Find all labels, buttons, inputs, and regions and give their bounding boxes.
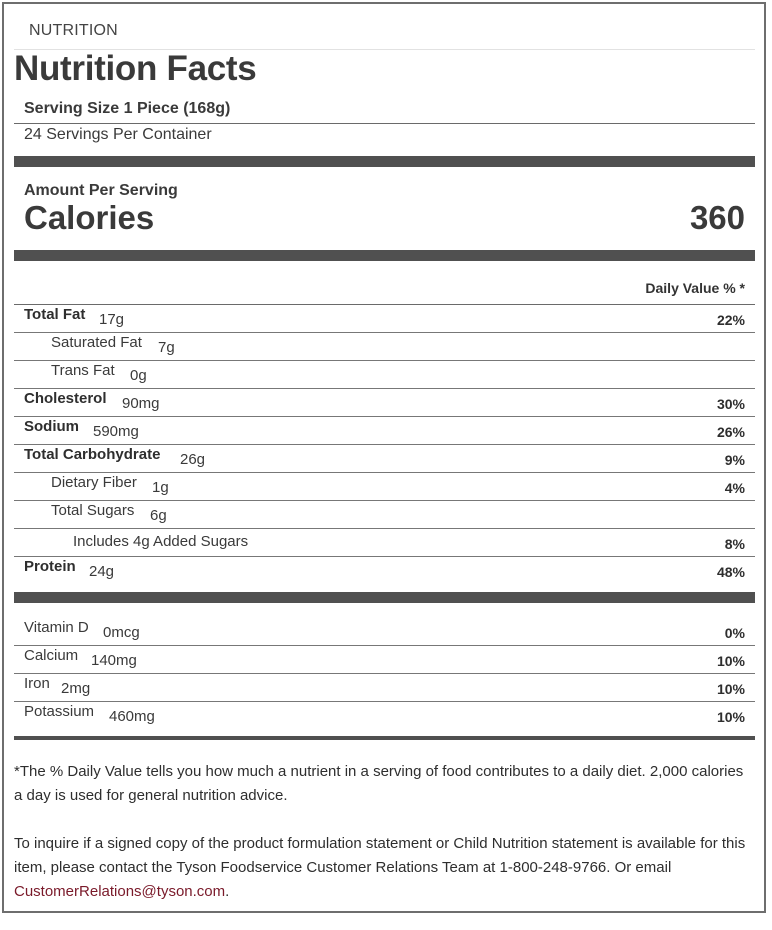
nutrient-amount: 7g (158, 339, 175, 356)
servings-per-container: 24 Servings Per Container (24, 126, 212, 143)
nutrient-amount: 6g (150, 507, 167, 524)
bottom-divider (14, 736, 755, 740)
calories-value: 360 (689, 199, 745, 236)
thick-divider (14, 250, 755, 261)
vitamin-amount: 140mg (91, 652, 137, 669)
nutrient-daily-value: 48% (716, 564, 745, 580)
vitamin-amount: 460mg (109, 708, 155, 725)
amount-per-serving-label: Amount Per Serving (24, 182, 178, 199)
nutrient-name: Sodium (24, 418, 79, 435)
nutrient-row-added-sugars (14, 529, 755, 557)
calories-label: Calories (24, 199, 155, 236)
vitamin-row-vitamin-d (14, 618, 755, 646)
serving-size: Serving Size 1 Piece (168g) (24, 100, 231, 117)
nutrient-name: Total Fat (24, 306, 86, 323)
vitamin-daily-value: 10% (716, 709, 745, 725)
nutrient-row-dietary-fiber (14, 473, 755, 501)
vitamin-name: Vitamin D (24, 619, 89, 636)
nutrient-daily-value: 8% (724, 536, 745, 552)
inquiry-text: To inquire if a signed copy of the product formulation statement or Child Nutrition statement is available for this item, please contact the Tyson Foodservice Customer Relations Team at 1-800-248-9766. Or email (14, 835, 746, 876)
nutrient-amount: 90mg (122, 395, 160, 412)
page-title: Nutrition Facts (14, 49, 257, 88)
nutrient-daily-value: 26% (716, 424, 745, 440)
inquiry-trailing-period: . (225, 883, 230, 900)
nutrient-row-trans-fat (14, 361, 755, 389)
vitamin-row-potassium (14, 702, 755, 730)
nutrient-daily-value: 22% (716, 312, 745, 328)
nutrient-amount: 0g (130, 367, 147, 384)
inquiry-footnote (14, 832, 754, 904)
nutrient-name: Cholesterol (24, 390, 107, 407)
nutrient-row-sodium (14, 417, 755, 445)
daily-value-footnote: *The % Daily Value tells you how much a nutrient in a serving of food contributes to a daily diet. 2,000 calories a day is used for general nutrition advice. (14, 763, 744, 804)
nutrient-row-saturated-fat (14, 333, 755, 361)
vitamin-name: Iron (24, 675, 50, 692)
vitamin-amount: 2mg (61, 680, 91, 697)
nutrient-name: Includes 4g Added Sugars (73, 533, 249, 550)
nutrient-row-protein (14, 557, 755, 585)
nutrient-name: Total Carbohydrate (24, 446, 161, 463)
nutrient-name: Protein (24, 558, 76, 575)
nutrient-amount: 26g (180, 451, 206, 468)
vitamin-row-iron (14, 674, 755, 702)
nutrient-daily-value: 9% (724, 452, 745, 468)
nutrient-amount: 24g (89, 563, 115, 580)
nutrient-amount: 17g (99, 311, 125, 328)
daily-value-header: Daily Value % * (645, 280, 745, 296)
vitamin-daily-value: 10% (716, 681, 745, 697)
customer-relations-email-link[interactable]: CustomerRelations@tyson.com (14, 883, 226, 900)
vitamin-name: Calcium (24, 647, 79, 664)
nutrient-amount: 590mg (93, 423, 139, 440)
nutrient-name: Dietary Fiber (51, 474, 137, 491)
nutrient-name: Total Sugars (51, 502, 135, 519)
nutrient-amount: 1g (152, 479, 169, 496)
vitamin-name: Potassium (24, 703, 95, 720)
vitamin-row-calcium (14, 646, 755, 674)
section-tag: NUTRITION (29, 22, 118, 39)
nutrient-row-total-fat (14, 305, 755, 333)
thick-divider (14, 592, 755, 603)
vitamin-daily-value: 0% (724, 625, 745, 641)
divider (14, 123, 755, 124)
nutrient-daily-value: 30% (716, 396, 745, 412)
vitamin-daily-value: 10% (716, 653, 745, 669)
nutrient-row-cholesterol (14, 389, 755, 417)
thick-divider (14, 156, 755, 167)
nutrient-name: Trans Fat (51, 362, 115, 379)
nutrient-name: Saturated Fat (51, 334, 142, 351)
vitamin-amount: 0mcg (103, 624, 140, 641)
nutrient-row-total-sugars (14, 501, 755, 529)
nutrient-daily-value: 4% (724, 480, 745, 496)
nutrient-row-total-carbohydrate (14, 445, 755, 473)
